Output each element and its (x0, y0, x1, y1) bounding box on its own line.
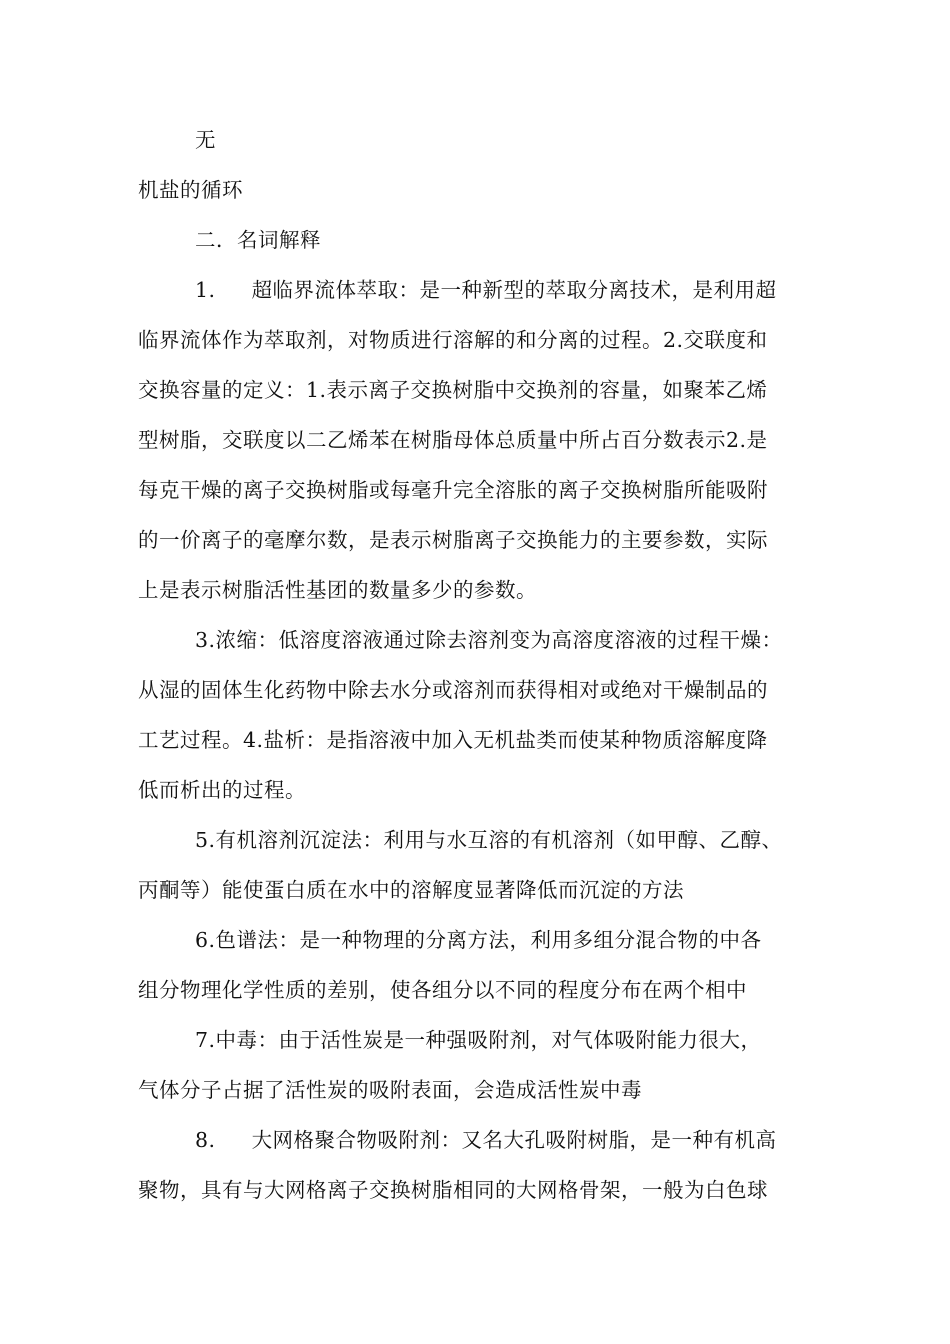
text-line: 从湿的固体生化药物中除去水分或溶剂而获得相对或绝对干燥制品的 (138, 678, 768, 702)
section-heading: 二．名词解释 (195, 228, 321, 252)
text-line: 3.浓缩：低溶度溶液通过除去溶剂变为高溶度溶液的过程干燥： (195, 628, 783, 652)
item-text: 大网格聚合物吸附剂：又名大孔吸附树脂，是一种有机高 (251, 1128, 777, 1152)
text-line: 7.中毒：由于活性炭是一种强吸附剂，对气体吸附能力很大， (195, 1028, 762, 1052)
text-line: 6.色谱法：是一种物理的分离方法，利用多组分混合物的中各 (195, 928, 762, 952)
text-line: 丙酮等）能使蛋白质在水中的溶解度显著降低而沉淀的方法 (138, 878, 684, 902)
text-line: 无 (195, 128, 216, 152)
text-line: 聚物，具有与大网格离子交换树脂相同的大网格骨架，一般为白色球 (138, 1178, 768, 1202)
text-line: 交换容量的定义：1.表示离子交换树脂中交换剂的容量，如聚苯乙烯 (138, 378, 768, 402)
text-line (195, 1125, 777, 1155)
text-line: 5.有机溶剂沉淀法：利用与水互溶的有机溶剂（如甲醇、乙醇、 (195, 828, 783, 852)
text-line: 机盐的循环 (138, 178, 243, 202)
text-line (195, 275, 777, 305)
text-line: 气体分子占据了活性炭的吸附表面，会造成活性炭中毒 (138, 1078, 642, 1102)
item-number: 1. (195, 278, 216, 302)
text-line: 的一价离子的毫摩尔数，是表示树脂离子交换能力的主要参数，实际 (138, 528, 768, 552)
text-line: 低而析出的过程。 (138, 778, 306, 802)
item-number: 8. (195, 1128, 216, 1152)
text-line: 工艺过程。4.盐析：是指溶液中加入无机盐类而使某种物质溶解度降 (138, 728, 768, 752)
text-line: 组分物理化学性质的差别，使各组分以不同的程度分布在两个相中 (138, 978, 747, 1002)
item-text: 超临界流体萃取：是一种新型的萃取分离技术，是利用超 (251, 278, 777, 302)
text-line: 型树脂，交联度以二乙烯苯在树脂母体总质量中所占百分数表示2.是 (138, 428, 768, 452)
text-line: 临界流体作为萃取剂，对物质进行溶解的和分离的过程。2.交联度和 (138, 328, 768, 352)
text-line: 上是表示树脂活性基团的数量多少的参数。 (138, 578, 537, 602)
text-line: 每克干燥的离子交换树脂或每毫升完全溶胀的离子交换树脂所能吸附 (138, 478, 768, 502)
